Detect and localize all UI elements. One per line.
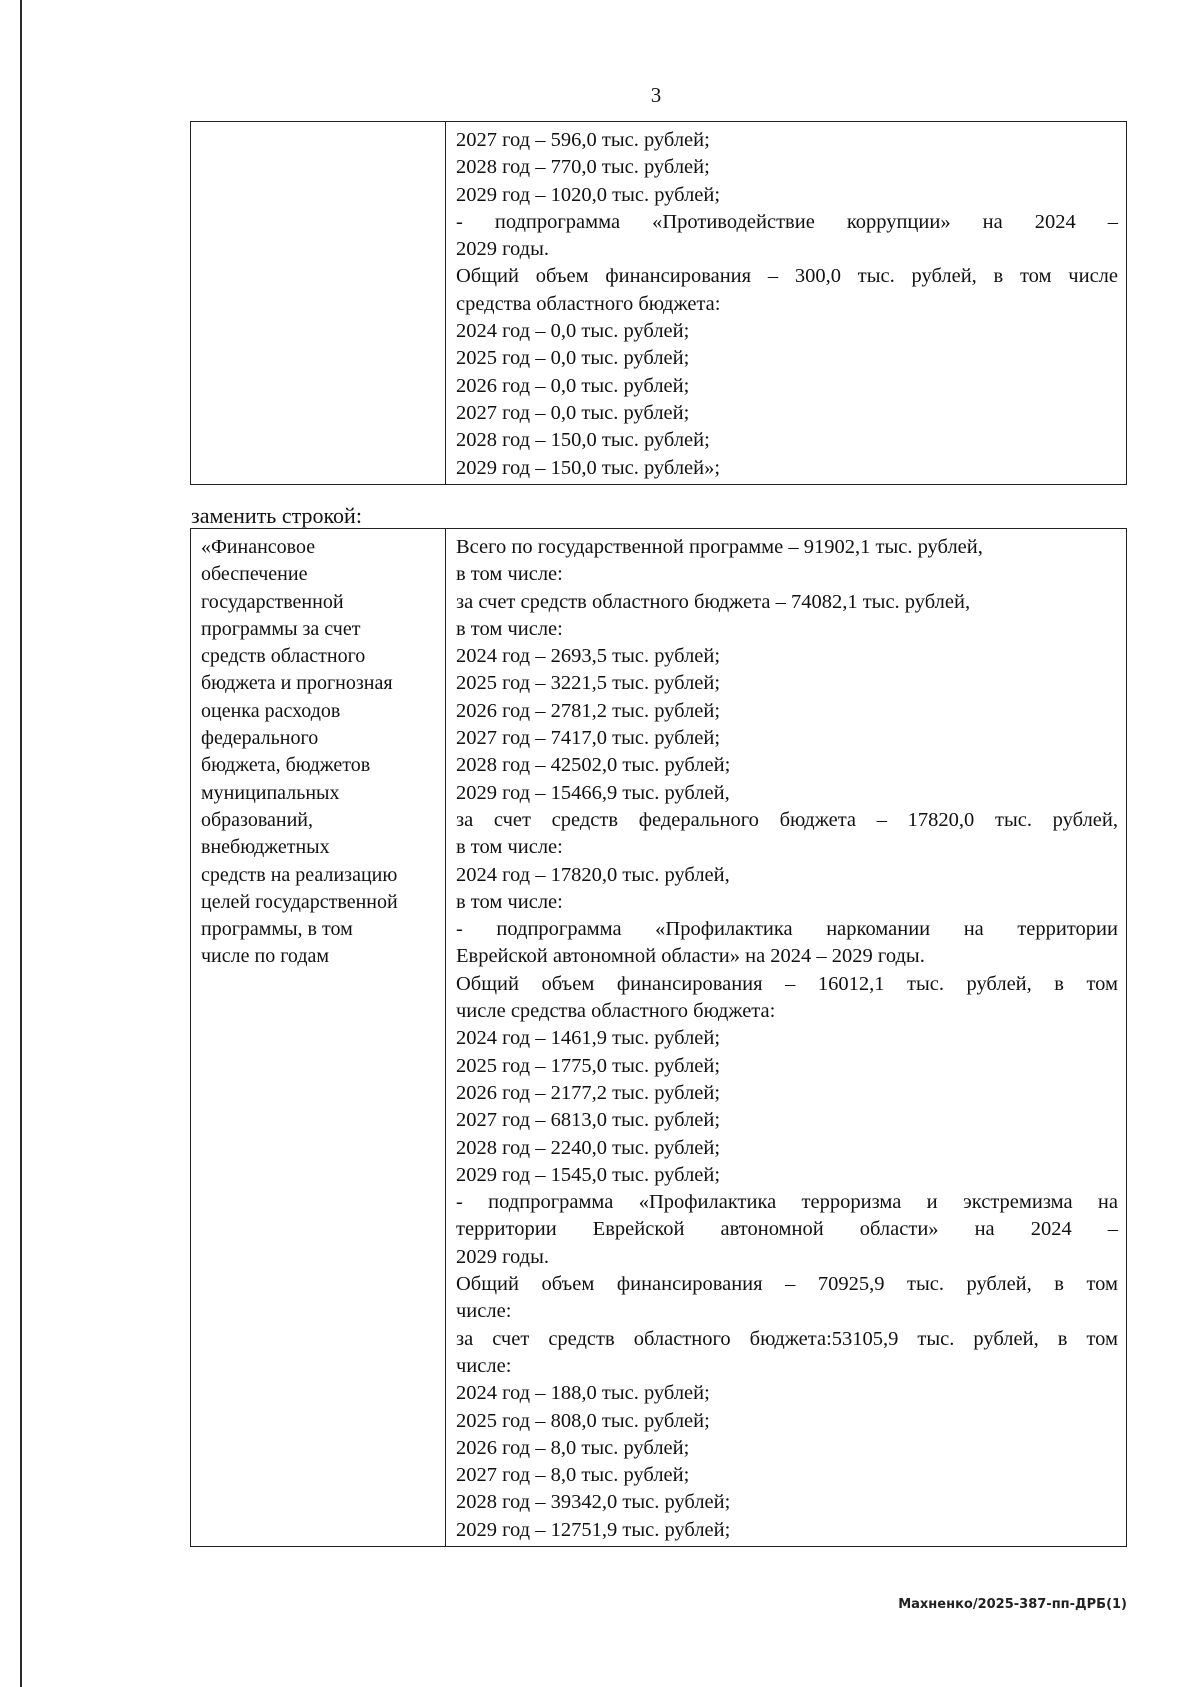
text-line: 2024 год – 188,0 тыс. рублей; <box>456 1382 710 1405</box>
text-line: 2024 год – 17820,0 тыс. рублей, <box>456 863 730 886</box>
text-line: Еврейской автономной области» на 2024 – 2029 годы. <box>456 945 925 968</box>
text-line: 2029 годы. <box>456 1245 550 1268</box>
text-line: Общий объем финансирования – 300,0 тыс. рублей, в том числе <box>456 265 1118 288</box>
text-line: 2028 год – 42502,0 тыс. рублей; <box>456 754 731 777</box>
table-right-cell <box>446 122 1127 485</box>
text-line: числе: <box>456 1354 512 1377</box>
label-line: средств на реализацию <box>201 863 398 886</box>
page-number: 3 <box>650 83 662 107</box>
text-line: 2026 год – 0,0 тыс. рублей; <box>456 374 690 397</box>
text-line: 2027 год – 0,0 тыс. рублей; <box>456 401 690 424</box>
table-row <box>191 529 1127 1547</box>
text-line: в том числе: <box>456 890 563 913</box>
funding-lines <box>456 127 1118 482</box>
text-line: 2028 год – 770,0 тыс. рублей; <box>456 156 710 179</box>
row-label-cell <box>191 529 446 1547</box>
funding-lines <box>456 534 1118 1544</box>
label-line: средств областного <box>201 645 366 668</box>
text-line: Общий объем финансирования – 16012,1 тыс. рублей, в том <box>456 972 1118 995</box>
label-line: числе по годам <box>201 945 330 968</box>
label-line: обеспечение <box>201 563 308 586</box>
table-left-cell <box>191 122 446 485</box>
text-line: 2029 год – 15466,9 тыс. рублей, <box>456 781 730 804</box>
text-line: 2029 год – 1545,0 тыс. рублей; <box>456 1163 721 1186</box>
text-line: 2029 год – 12751,9 тыс. рублей; <box>456 1518 731 1541</box>
text-line: 2028 год – 2240,0 тыс. рублей; <box>456 1136 721 1159</box>
page-margin-line <box>20 0 22 1687</box>
table-right-cell <box>446 529 1127 1547</box>
replace-label: заменить строкой: <box>191 503 362 528</box>
label-line: федерального <box>201 727 319 750</box>
text-line: - подпрограмма «Профилактика наркомании на территории <box>456 918 1118 941</box>
replacement-table <box>190 528 1127 1547</box>
text-line: в том числе: <box>456 563 563 586</box>
text-line: средства областного бюджета: <box>456 292 721 315</box>
text-line: 2027 год – 7417,0 тыс. рублей; <box>456 727 721 750</box>
text-line: в том числе: <box>456 836 563 859</box>
text-line: 2028 год – 150,0 тыс. рублей; <box>456 429 710 452</box>
table-row <box>191 122 1127 485</box>
text-line: 2027 год – 596,0 тыс. рублей; <box>456 129 710 151</box>
text-line: за счет средств федерального бюджета – 17820,0 тыс. рублей, <box>456 808 1118 831</box>
text-line: 2029 годы. <box>456 238 550 261</box>
text-line: 2025 год – 3221,5 тыс. рублей; <box>456 672 721 695</box>
label-line: оценка расходов <box>201 699 341 722</box>
label-line: «Финансовое <box>201 536 316 558</box>
text-line: числе: <box>456 1300 512 1323</box>
text-line: 2028 год – 39342,0 тыс. рублей; <box>456 1491 731 1514</box>
text-line: 2027 год – 8,0 тыс. рублей; <box>456 1464 690 1487</box>
document-reference: Махненко/2025-387-пп-ДРБ(1) <box>898 1597 1127 1612</box>
text-line: 2024 год – 0,0 тыс. рублей; <box>456 320 690 343</box>
text-line: 2029 год – 1020,0 тыс. рублей; <box>456 183 721 206</box>
row-label <box>201 534 437 971</box>
text-line: 2029 год – 150,0 тыс. рублей»; <box>456 456 721 479</box>
text-line: 2026 год – 2177,2 тыс. рублей; <box>456 1081 721 1104</box>
text-line: территории Еврейской автономной области» на 2024 – <box>456 1218 1118 1241</box>
label-line: образований, <box>201 808 314 831</box>
label-line: программы за счет <box>201 617 361 640</box>
text-line: 2025 год – 808,0 тыс. рублей; <box>456 1409 710 1432</box>
label-line: целей государственной <box>201 890 398 913</box>
label-line: программы, в том <box>201 918 353 941</box>
continued-table <box>190 121 1127 485</box>
text-line: 2024 год – 2693,5 тыс. рублей; <box>456 645 721 668</box>
text-line: за счет средств областного бюджета – 74082,1 тыс. рублей, <box>456 590 971 613</box>
text-line: Общий объем финансирования – 70925,9 тыс. рублей, в том <box>456 1273 1118 1296</box>
label-line: муниципальных <box>201 781 340 804</box>
label-line: бюджета, бюджетов <box>201 754 371 777</box>
text-line: 2027 год – 6813,0 тыс. рублей; <box>456 1109 721 1132</box>
text-line: 2025 год – 1775,0 тыс. рублей; <box>456 1054 721 1077</box>
text-line: - подпрограмма «Противодействие коррупции» на 2024 – <box>456 210 1118 233</box>
text-line: за счет средств областного бюджета:53105,9 тыс. рублей, в том <box>456 1327 1118 1350</box>
text-line: - подпрограмма «Профилактика терроризма и экстремизма на <box>456 1191 1118 1214</box>
text-line: 2026 год – 8,0 тыс. рублей; <box>456 1436 690 1459</box>
text-line: 2026 год – 2781,2 тыс. рублей; <box>456 699 721 722</box>
text-line: Всего по государственной программе – 91902,1 тыс. рублей, <box>456 536 983 558</box>
text-line: числе средства областного бюджета: <box>456 1000 776 1023</box>
text-line: 2024 год – 1461,9 тыс. рублей; <box>456 1027 721 1050</box>
label-line: государственной <box>201 590 344 613</box>
text-line: 2025 год – 0,0 тыс. рублей; <box>456 347 690 370</box>
label-line: бюджета и прогнозная <box>201 672 393 695</box>
label-line: внебюджетных <box>201 836 330 859</box>
text-line: в том числе: <box>456 617 563 640</box>
